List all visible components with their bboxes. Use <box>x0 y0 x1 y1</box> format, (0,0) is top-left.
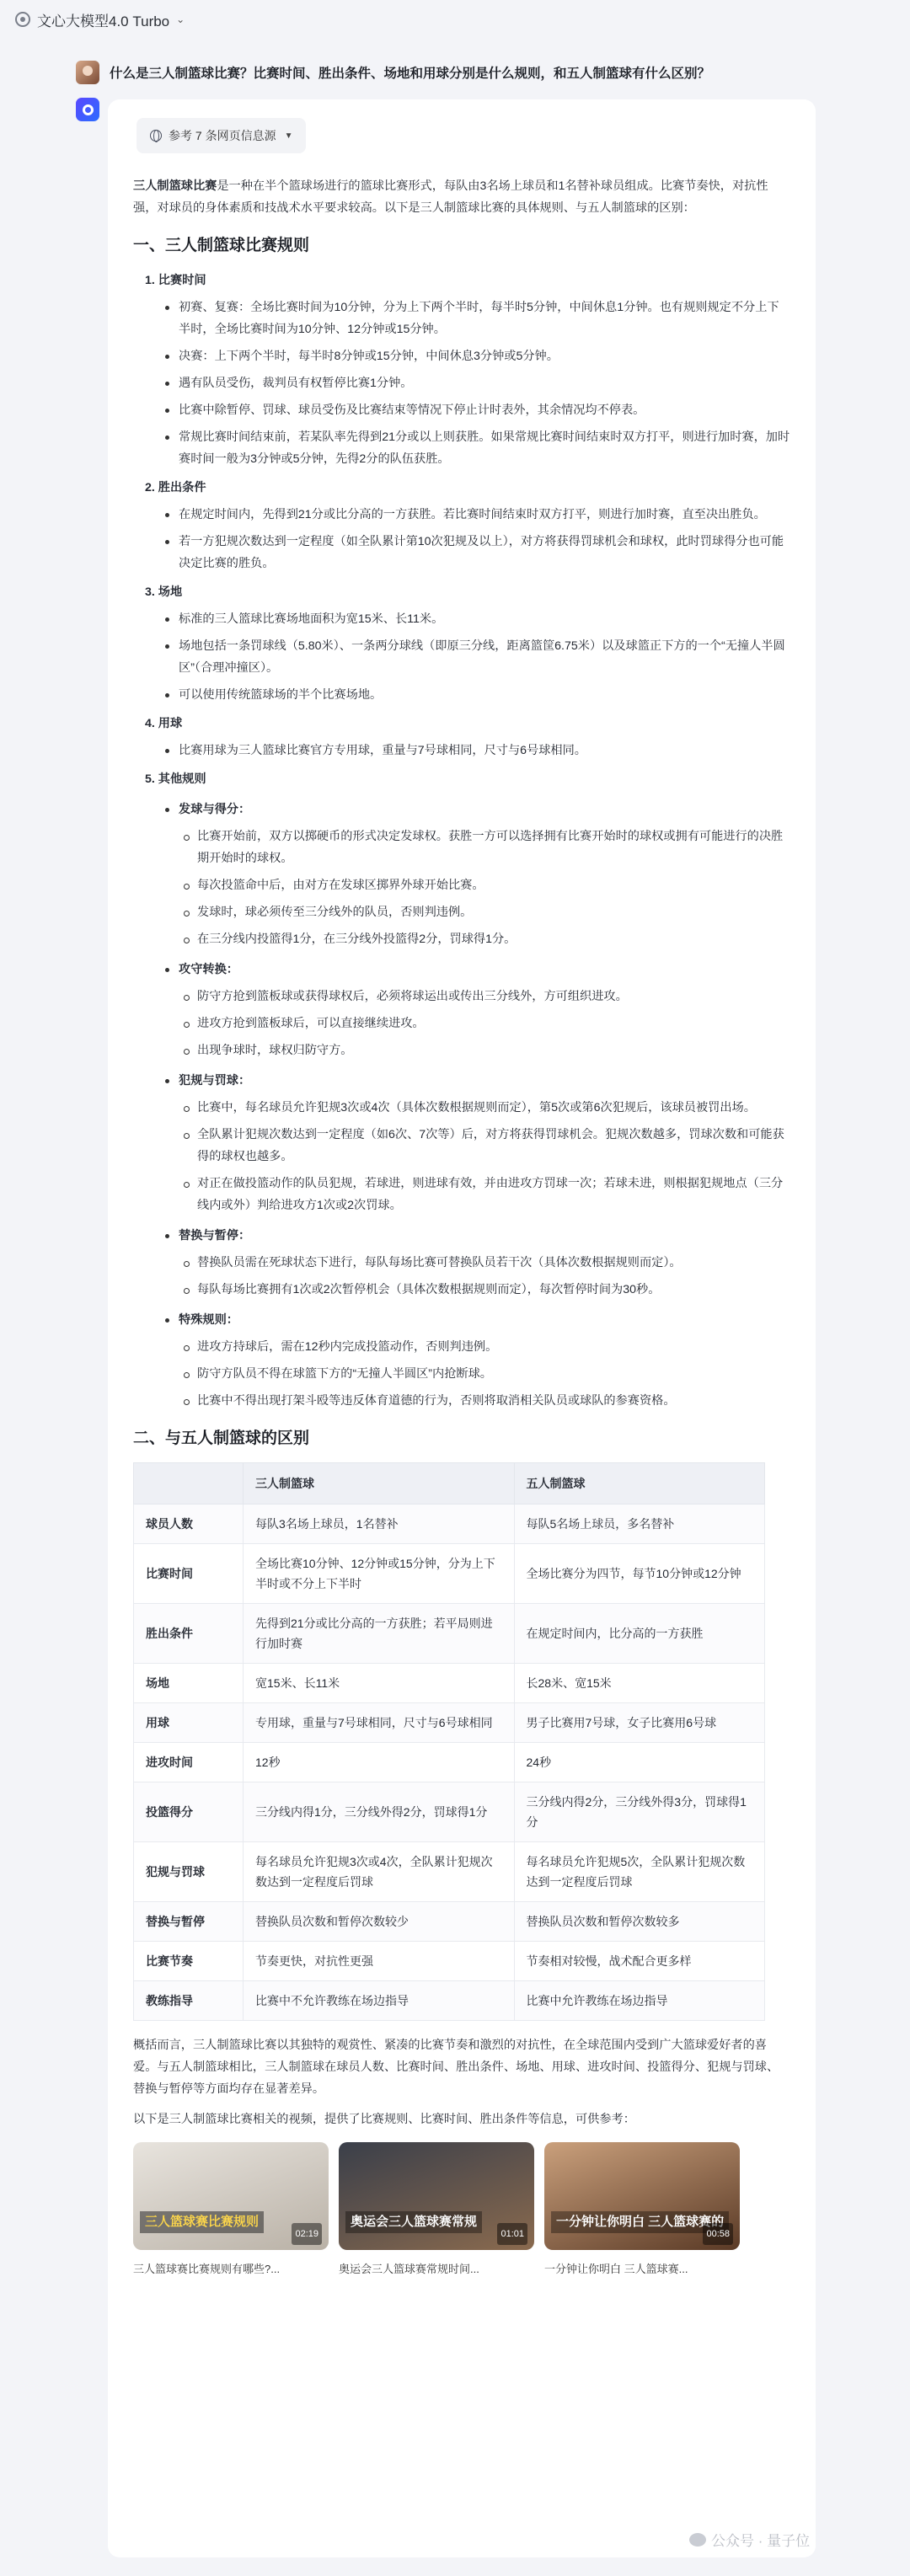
rule-bullet: 标准的三人篮球比赛场地面积为宽15米、长11米。 <box>163 608 790 630</box>
rule-bullet: 比赛中除暂停、罚球、球员受伤及比赛结束等情况下停止计时表外，其余情况均不停表。 <box>163 399 790 421</box>
rule-subgroup-title: 替换与暂停： <box>163 1225 790 1247</box>
table-row <box>134 1981 765 2021</box>
user-question <box>76 61 710 84</box>
rule-sub-bullets <box>182 1097 790 1216</box>
table-cell: 专用球，重量与7号球相同，尺寸与6号球相同 <box>244 1703 515 1743</box>
section-heading-rules: 一、三人制篮球比赛规则 <box>133 237 310 254</box>
table-header-cell: 五人制篮球 <box>514 1463 764 1504</box>
rule-bullet: 在规定时间内，先得到21分或比分高的一方获胜。若比赛时间结束时双方打平，则进行加时赛，直至决出胜负。 <box>163 504 790 526</box>
table-cell: 球员人数 <box>134 1504 244 1544</box>
video-thumbnail-caption: 奥运会三人篮球赛常规 <box>345 2211 482 2233</box>
table-cell: 场地 <box>134 1664 244 1703</box>
table-header-cell <box>134 1463 244 1504</box>
video-thumbnail-caption: 三人篮球赛比赛规则 <box>140 2211 264 2233</box>
table-row <box>134 1942 765 1981</box>
rule-sub-bullet: 防守方队员不得在球篮下方的“无撞人半圆区”内抢断球。 <box>182 1363 790 1385</box>
question-text: 什么是三人制篮球比赛？比赛时间、胜出条件、场地和用球分别是什么规则，和五人制篮球有什么区别？ <box>110 67 711 81</box>
video-thumbnail-caption: 一分钟让你明白 三人篮球赛的 <box>551 2211 729 2233</box>
comparison-table <box>133 1462 765 2021</box>
video-card[interactable] <box>544 2142 740 2280</box>
video-thumbnail[interactable] <box>339 2142 534 2250</box>
rule-sub-bullet: 防守方抢到篮板球或获得球权后，必须将球运出或传出三分线外，方可组织进攻。 <box>182 986 790 1007</box>
rule-bullet: 决赛：上下两个半时，每半时8分钟或15分钟，中间休息3分钟或5分钟。 <box>163 345 790 367</box>
rule-section-title: 3. 场地 <box>145 585 183 599</box>
table-cell: 长28米、宽15米 <box>514 1664 764 1703</box>
rule-sub-bullet: 对正在做投篮动作的队员犯规，若球进，则进球有效，并由进攻方罚球一次；若球未进，则根据犯规地点（三分线内或外）判给进攻方1次或2次罚球。 <box>182 1173 790 1216</box>
references-label: 参考 7 条网页信息源 <box>169 129 276 142</box>
rule-bullets <box>163 504 790 575</box>
video-list <box>133 2142 790 2280</box>
table-cell: 用球 <box>134 1703 244 1743</box>
table-row <box>134 1504 765 1544</box>
rule-bullets <box>163 608 790 706</box>
rule-sub-bullet: 每次投篮命中后，由对方在发球区掷界外球开始比赛。 <box>182 874 790 896</box>
rule-section-title: 2. 胜出条件 <box>145 481 206 494</box>
table-cell: 每队5名场上球员，多名替补 <box>514 1504 764 1544</box>
rule-section <box>145 713 790 762</box>
rule-bullet: 若一方犯规次数达到一定程度（如全队累计第10次犯规及以上），对方将获得罚球机会和球权，此时罚球得分也可能决定比赛的胜负。 <box>163 531 790 575</box>
table-cell: 比赛中不允许教练在场边指导 <box>244 1981 515 2021</box>
rule-section <box>145 270 790 470</box>
video-title[interactable]: 三人篮球赛比赛规则有哪些?... <box>133 2263 281 2275</box>
rule-subgroup-title: 发球与得分： <box>163 799 790 820</box>
table-cell: 教练指导 <box>134 1981 244 2021</box>
rule-sub-bullet: 比赛中不得出现打架斗殴等违反体育道德的行为，否则将取消相关队员或球队的参赛资格。 <box>182 1390 790 1412</box>
rule-sub-bullet: 替换队员需在死球状态下进行，每队每场比赛可替换队员若干次（具体次数根据规则而定）。 <box>182 1252 790 1274</box>
table-body <box>134 1504 765 2021</box>
rule-sub-bullet: 全队累计犯规次数达到一定程度（如6次、7次等）后，对方将获得罚球机会。犯规次数越多，罚球次数和可能获得的球权也越多。 <box>182 1124 790 1168</box>
rule-sub-bullets <box>182 1336 790 1412</box>
section-heading-compare: 二、与五人制篮球的区别 <box>133 1430 310 1447</box>
table-cell: 每队3名场上球员，1名替补 <box>244 1504 515 1544</box>
table-cell: 在规定时间内，比分高的一方获胜 <box>514 1604 764 1664</box>
table-cell: 替换与暂停 <box>134 1902 244 1942</box>
assistant-avatar-icon <box>76 98 99 121</box>
rule-sub-bullet: 发球时，球必须传至三分线外的队员，否则判违例。 <box>182 901 790 923</box>
summary-paragraph: 概括而言，三人制篮球比赛以其独特的观赏性、紧凑的比赛节奏和激烈的对抗性，在全球范围内受到广大篮球爱好者的喜爱。与五人制篮球相比，三人制篮球在球员人数、比赛时间、胜出条件、场地、用球、进攻时间、投篮得分、犯规与罚球、替换与暂停等方面均存在显著差异。 <box>133 2039 779 2096</box>
watermark <box>689 2529 810 2550</box>
video-thumbnail[interactable] <box>133 2142 329 2250</box>
video-title[interactable]: 一分钟让你明白 三人篮球赛... <box>544 2263 688 2275</box>
table-cell: 每名球员允许犯规5次，全队累计犯规次数达到一定程度后罚球 <box>514 1842 764 1902</box>
table-cell: 替换队员次数和暂停次数较少 <box>244 1902 515 1942</box>
table-cell: 节奏更快，对抗性更强 <box>244 1942 515 1981</box>
chevron-down-icon[interactable]: ⌄ <box>176 13 185 25</box>
wechat-icon <box>689 2533 706 2547</box>
rule-bullet: 场地包括一条罚球线（5.80米）、一条两分球线（即原三分线，距离篮筐6.75米）以及球篮正下方的一个“无撞人半圆区”（合理冲撞区）。 <box>163 635 790 679</box>
table-cell: 比赛中允许教练在场边指导 <box>514 1981 764 2021</box>
rule-sub-bullet: 进攻方抢到篮板球后，可以直接继续进攻。 <box>182 1013 790 1034</box>
table-cell: 宽15米、长11米 <box>244 1664 515 1703</box>
rule-bullet: 常规比赛时间结束前，若某队率先得到21分或以上则获胜。如果常规比赛时间结束时双方打平，则进行加时赛，加时赛时间一般为3分钟或5分钟，先得2分的队伍获胜。 <box>163 426 790 470</box>
table-row <box>134 1743 765 1782</box>
answer-card <box>108 99 816 2557</box>
table-header-row <box>134 1463 765 1504</box>
rule-bullet: 比赛用球为三人篮球比赛官方专用球，重量与7号球相同，尺寸与6号球相同。 <box>163 740 790 762</box>
video-duration: 02:19 <box>292 2223 322 2245</box>
video-thumbnail[interactable] <box>544 2142 740 2250</box>
video-card[interactable] <box>133 2142 329 2280</box>
video-duration: 00:58 <box>703 2223 733 2245</box>
rule-sub-bullets <box>182 986 790 1061</box>
video-title[interactable]: 奥运会三人篮球赛常规时间... <box>339 2263 479 2275</box>
table-cell: 先得到21分或比分高的一方获胜；若平局则进行加时赛 <box>244 1604 515 1664</box>
table-cell: 12秒 <box>244 1743 515 1782</box>
table-row <box>134 1782 765 1842</box>
rule-sub-bullets <box>182 1252 790 1301</box>
rule-bullets <box>163 297 790 470</box>
rule-bullets <box>163 740 790 762</box>
rule-sub-bullet: 出现争球时，球权归防守方。 <box>182 1039 790 1061</box>
references-button[interactable] <box>136 118 306 153</box>
table-cell: 全场比赛10分钟、12分钟或15分钟，分为上下半时或不分上下半时 <box>244 1544 515 1604</box>
rule-section-title: 1. 比赛时间 <box>145 274 206 287</box>
table-header-cell: 三人制篮球 <box>244 1463 515 1504</box>
rule-sub-bullets <box>182 826 790 950</box>
rule-section-other <box>145 768 790 1412</box>
video-duration: 01:01 <box>497 2223 527 2245</box>
table-cell: 比赛时间 <box>134 1544 244 1604</box>
rule-subgroup-title: 攻守转换： <box>163 959 790 981</box>
table-row <box>134 1604 765 1664</box>
rule-sub-bullet: 进攻方持球后，需在12秒内完成投篮动作，否则判违例。 <box>182 1336 790 1358</box>
rule-sub-bullet: 比赛开始前，双方以掷硬币的形式决定发球权。获胜一方可以选择拥有比赛开始时的球权或拥有可能进行的决胜期开始时的球权。 <box>182 826 790 869</box>
table-cell: 24秒 <box>514 1743 764 1782</box>
table-cell: 替换队员次数和暂停次数较多 <box>514 1902 764 1942</box>
app-logo-icon <box>15 12 30 27</box>
table-cell: 节奏相对较慢，战术配合更多样 <box>514 1942 764 1981</box>
table-cell: 胜出条件 <box>134 1604 244 1664</box>
rule-section <box>145 477 790 575</box>
answer-content <box>133 175 790 2280</box>
rule-subgroup-title: 犯规与罚球： <box>163 1070 790 1092</box>
rule-section-title: 5. 其他规则 <box>145 772 206 786</box>
rule-bullet: 初赛、复赛：全场比赛时间为10分钟，分为上下两个半时，每半时5分钟，中间休息1分钟。也有规则规定不分上下半时，全场比赛时间为10分钟、12分钟或15分钟。 <box>163 297 790 340</box>
rule-sub-bullet: 在三分线内投篮得1分，在三分线外投篮得2分，罚球得1分。 <box>182 928 790 950</box>
intro-text: 是一种在半个篮球场进行的篮球比赛形式，每队由3名场上球员和1名替补球员组成。比赛节奏快，对抗性强，对球员的身体素质和技战术水平要求较高。以下是三人制篮球比赛的具体规则、与五人制篮球的区别： <box>133 179 768 215</box>
rule-bullet: 遇有队员受伤，裁判员有权暂停比赛1分钟。 <box>163 372 790 394</box>
table-cell: 三分线内得2分，三分线外得3分，罚球得1分 <box>514 1782 764 1842</box>
watermark-text: 公众号 · 量子位 <box>711 2533 811 2549</box>
table-cell: 进攻时间 <box>134 1743 244 1782</box>
rule-section <box>145 581 790 706</box>
table-cell: 比赛节奏 <box>134 1942 244 1981</box>
chevron-down-icon: ▼ <box>284 131 293 141</box>
table-cell: 三分线内得1分，三分线外得2分，罚球得1分 <box>244 1782 515 1842</box>
table-cell: 男子比赛用7号球，女子比赛用6号球 <box>514 1703 764 1743</box>
rules-list <box>133 270 790 1412</box>
rule-sub-bullet: 每队每场比赛拥有1次或2次暂停机会（具体次数根据规则而定），每次暂停时间为30秒。 <box>182 1279 790 1301</box>
video-card[interactable] <box>339 2142 534 2280</box>
rule-bullet: 可以使用传统篮球场的半个比赛场地。 <box>163 684 790 706</box>
table-cell: 犯规与罚球 <box>134 1842 244 1902</box>
globe-icon <box>150 130 162 142</box>
top-bar <box>0 0 910 39</box>
model-selector[interactable]: 文心大模型4.0 Turbo <box>37 13 170 29</box>
user-avatar <box>76 61 99 84</box>
rule-section-title: 4. 用球 <box>145 717 183 730</box>
table-cell: 投篮得分 <box>134 1782 244 1842</box>
intro-bold: 三人制篮球比赛 <box>133 179 217 193</box>
video-intro: 以下是三人制篮球比赛相关的视频，提供了比赛规则、比赛时间、胜出条件等信息，可供参考： <box>133 2113 635 2126</box>
table-row <box>134 1664 765 1703</box>
rule-sub-bullet: 比赛中，每名球员允许犯规3次或4次（具体次数根据规则而定），第5次或第6次犯规后，该球员被罚出场。 <box>182 1097 790 1119</box>
table-cell: 全场比赛分为四节，每节10分钟或12分钟 <box>514 1544 764 1604</box>
table-row <box>134 1842 765 1902</box>
table-cell: 每名球员允许犯规3次或4次，全队累计犯规次数达到一定程度后罚球 <box>244 1842 515 1902</box>
table-row <box>134 1703 765 1743</box>
table-row <box>134 1544 765 1604</box>
table-row <box>134 1902 765 1942</box>
intro-paragraph <box>133 175 790 219</box>
rule-subgroup-title: 特殊规则： <box>163 1309 790 1331</box>
